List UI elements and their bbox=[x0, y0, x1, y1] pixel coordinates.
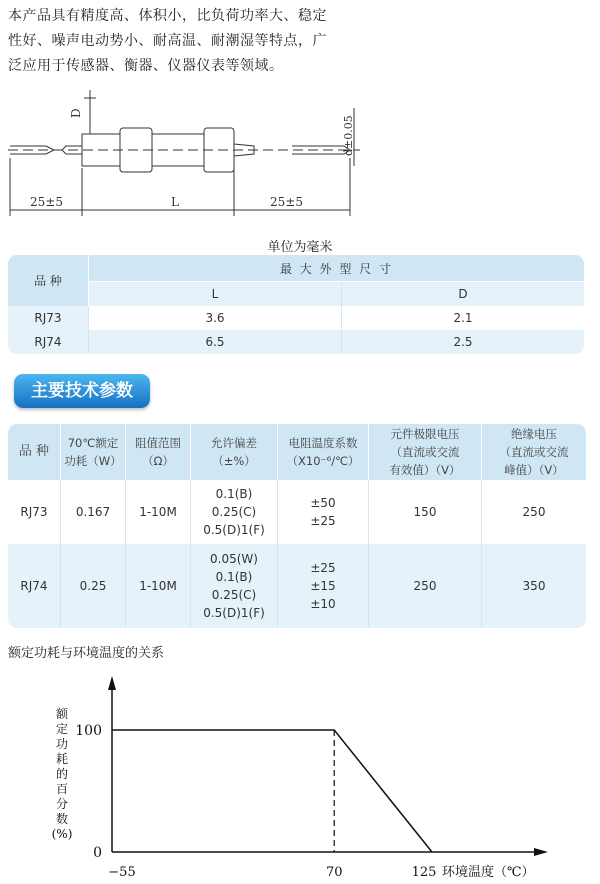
d-label: D bbox=[69, 108, 83, 118]
power-cell: 0.167 bbox=[61, 480, 126, 544]
tcr-value: ±10 bbox=[310, 597, 336, 611]
voltage-cell: 150 bbox=[369, 480, 482, 544]
tcr-value: ±25 bbox=[310, 514, 336, 528]
derating-line bbox=[112, 730, 432, 852]
unit-caption: 单位为毫米 bbox=[267, 240, 333, 255]
intro-line: 泛应用于传感器、衡器、仪器仪表等领域。 bbox=[8, 58, 284, 74]
resistor-dimension-drawing bbox=[0, 88, 600, 233]
y-axis-label-char: 额 bbox=[55, 707, 69, 721]
hdr-power-line: 功耗（W） bbox=[64, 454, 122, 468]
tolerance-value: 0.25(C) bbox=[211, 505, 257, 519]
hdr-range-line: （Ω） bbox=[142, 454, 174, 468]
hdr-ins-line: 绝缘电压 bbox=[511, 427, 557, 441]
y-axis-label-char: 分 bbox=[55, 797, 69, 811]
tolerance-value: 0.05(W) bbox=[210, 552, 258, 566]
chart-title: 额定功耗与环境温度的关系 bbox=[8, 646, 165, 661]
dimensions-table bbox=[8, 255, 584, 354]
hdr-voltage bbox=[369, 424, 482, 480]
x-axis-arrow bbox=[534, 848, 548, 856]
intro-line: 本产品具有精度高、体积小，比负荷功率大、稳定 bbox=[8, 8, 327, 24]
tolerance-value: 0.5(D)1(F) bbox=[203, 523, 265, 537]
hdr-power-line: 70℃额定 bbox=[67, 436, 119, 450]
right-lead-length: 25±5 bbox=[270, 195, 303, 209]
y-tick-label: 0 bbox=[93, 845, 102, 861]
d-cell: 2.5 bbox=[453, 335, 473, 349]
range-cell: 1-10M bbox=[126, 544, 191, 628]
hdr-insulation bbox=[482, 424, 587, 480]
col-variety: 品 种 bbox=[8, 255, 89, 306]
y-axis-label-char: 百 bbox=[55, 782, 69, 796]
d-cell: 2.1 bbox=[453, 311, 473, 325]
tolerance-value: 0.25(C) bbox=[211, 588, 257, 602]
tolerance-cell bbox=[191, 480, 278, 544]
hdr-volt-line: （直流或交流 bbox=[390, 445, 460, 459]
hdr-tol-line: （±%） bbox=[212, 454, 256, 468]
x-tick-label: 125 bbox=[411, 865, 437, 880]
tcr-value: ±15 bbox=[310, 579, 336, 593]
hdr-tcr bbox=[278, 424, 369, 480]
y-axis-label-char: (%) bbox=[51, 827, 73, 841]
variety-cell: RJ73 bbox=[8, 306, 89, 330]
section-title-badge: 主要技术参数 bbox=[14, 374, 150, 408]
y-axis-label-char: 耗 bbox=[55, 752, 69, 766]
power-cell: 0.25 bbox=[61, 544, 126, 628]
range-cell: 1-10M bbox=[126, 480, 191, 544]
hdr-power bbox=[61, 424, 126, 480]
x-tick-label: −55 bbox=[108, 865, 136, 880]
hdr-volt-line: 元件极限电压 bbox=[390, 427, 460, 441]
tcr-value: ±25 bbox=[310, 561, 336, 575]
table-row bbox=[8, 330, 584, 354]
y-axis-label-char: 定 bbox=[55, 722, 69, 736]
tolerance-value: 0.1(B) bbox=[215, 487, 253, 501]
tcr-value: ±50 bbox=[310, 496, 336, 510]
hdr-tol-line: 允许偏差 bbox=[211, 436, 257, 450]
hdr-variety: 品 种 bbox=[8, 424, 61, 480]
hdr-volt-line: 有效值）（V） bbox=[389, 463, 461, 477]
x-axis-label: 环境温度（℃） bbox=[442, 865, 535, 880]
l-cell: 6.5 bbox=[89, 330, 342, 354]
y-axis-label-char: 数 bbox=[55, 812, 69, 826]
intro-paragraph bbox=[8, 4, 380, 79]
left-lead-length: 25±5 bbox=[30, 195, 63, 209]
hdr-ins-line: （直流或交流 bbox=[499, 445, 569, 459]
intro-line: 性好、噪声电动势小、耐高温、耐潮湿等特点，广 bbox=[8, 33, 327, 49]
tolerance-cell bbox=[191, 544, 278, 628]
lead-diameter-label: d±0.05 bbox=[342, 115, 355, 156]
tcr-cell bbox=[278, 480, 369, 544]
hdr-range bbox=[126, 424, 191, 480]
variety-cell: RJ74 bbox=[8, 330, 89, 354]
hdr-range-line: 阻值范围 bbox=[135, 436, 181, 450]
variety-cell: RJ73 bbox=[8, 480, 61, 544]
tolerance-value: 0.1(B) bbox=[215, 570, 253, 584]
y-axis-label-char: 功 bbox=[55, 737, 69, 751]
table-row bbox=[8, 306, 584, 330]
col-D: D bbox=[458, 287, 468, 301]
parameters-table bbox=[8, 424, 586, 628]
tcr-cell bbox=[278, 544, 369, 628]
table-row bbox=[8, 544, 586, 628]
l-cell: 3.6 bbox=[89, 306, 342, 330]
variety-cell: RJ74 bbox=[8, 544, 61, 628]
insulation-cell: 250 bbox=[522, 505, 546, 519]
tolerance-value: 0.5(D)1(F) bbox=[203, 606, 265, 620]
hdr-tcr-line: （X10⁻⁶/℃） bbox=[286, 454, 360, 468]
hdr-ins-line: 峰值）（V） bbox=[504, 463, 564, 477]
hdr-tolerance bbox=[191, 424, 278, 480]
hdr-tcr-line: 电阻温度系数 bbox=[288, 436, 358, 450]
y-axis-label-char: 的 bbox=[55, 767, 69, 781]
y-tick-label: 100 bbox=[75, 723, 102, 739]
y-axis-arrow bbox=[108, 676, 116, 690]
table-row bbox=[8, 480, 586, 544]
x-tick-label: 70 bbox=[325, 865, 343, 880]
col-L: L bbox=[89, 282, 342, 307]
insulation-cell: 350 bbox=[522, 579, 546, 593]
derating-chart bbox=[0, 660, 600, 884]
col-max-dims: 最 大 外 型 尺 寸 bbox=[89, 255, 585, 282]
body-length-label: L bbox=[171, 195, 179, 209]
voltage-cell: 250 bbox=[369, 544, 482, 628]
